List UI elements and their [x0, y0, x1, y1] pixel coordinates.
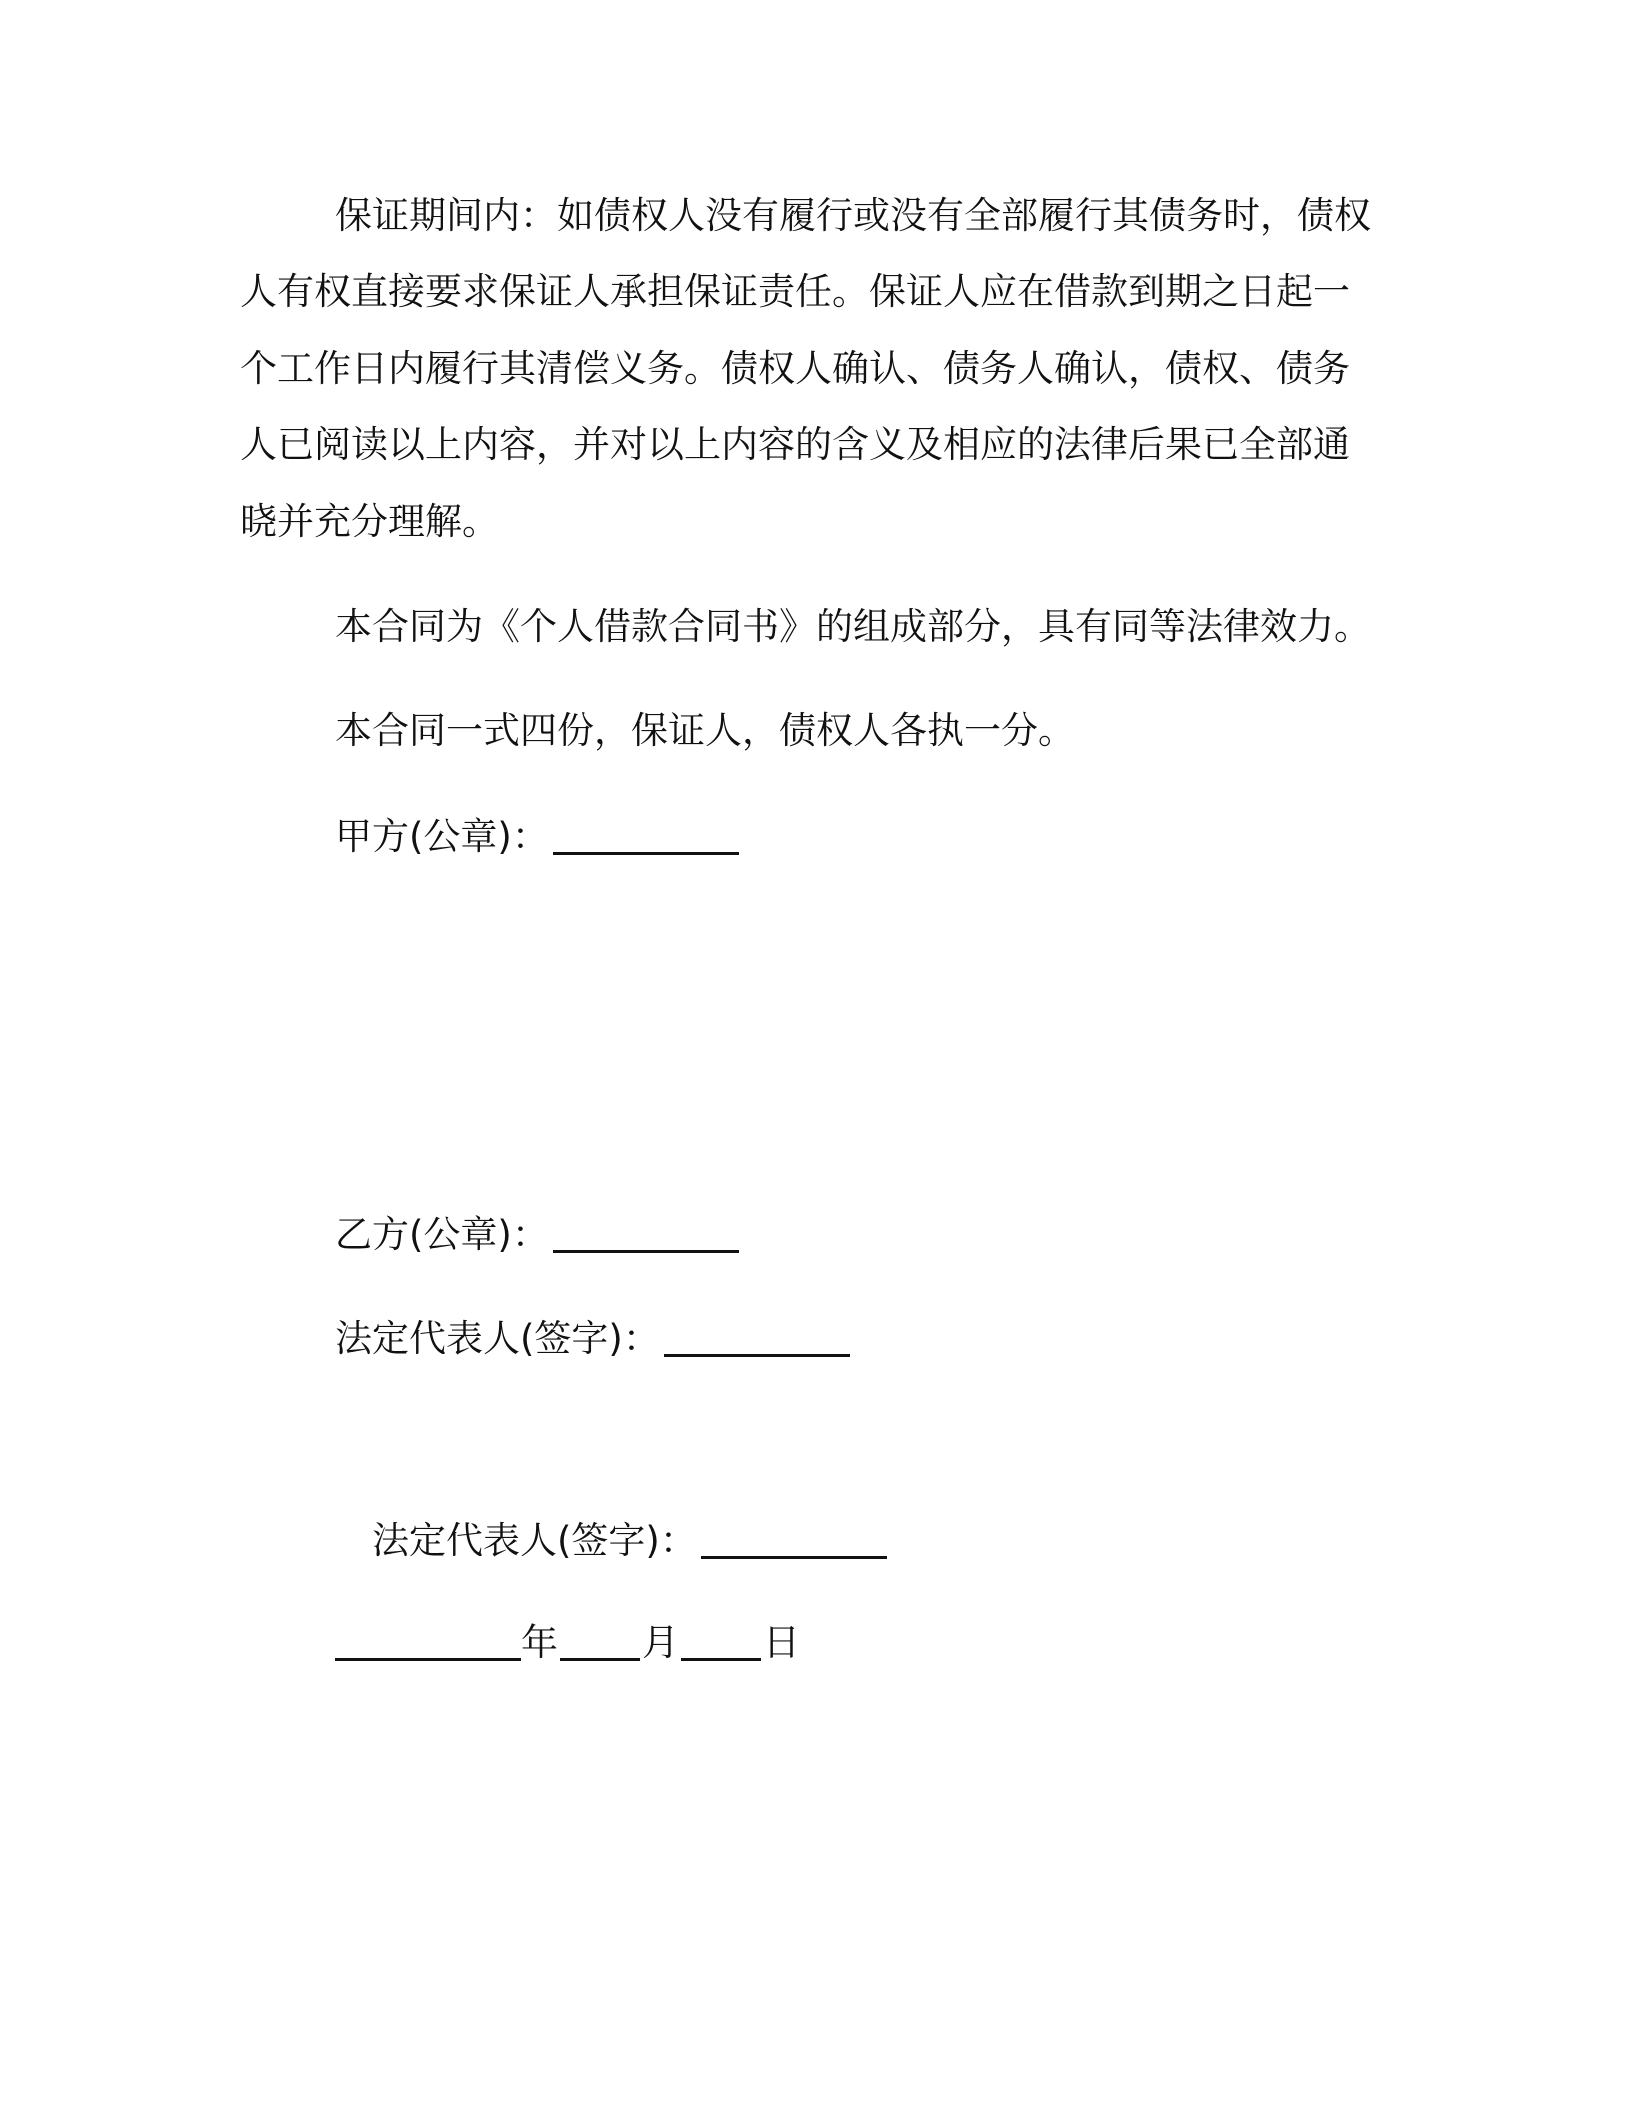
- paragraph-1-line-1: 保证期间内：如债权人没有履行或没有全部履行其债务时，债权: [335, 194, 1371, 237]
- date-year-blank[interactable]: [335, 1622, 521, 1661]
- legal-rep-1-label: 法定代表人(签字)：: [335, 1317, 660, 1360]
- paragraph-3: 本合同一式四份，保证人，债权人各执一分。: [335, 709, 1075, 752]
- party-a-label: 甲方(公章)：: [335, 815, 549, 858]
- legal-rep-1-signature-blank[interactable]: [664, 1318, 850, 1357]
- party-b-seal-blank[interactable]: [553, 1214, 739, 1253]
- date-year-label: 年: [521, 1621, 558, 1664]
- party-b-line: [335, 1213, 739, 1256]
- paragraph-2: 本合同为《个人借款合同书》的组成部分，具有同等法律效力。: [335, 605, 1371, 648]
- party-a-line: [335, 815, 739, 858]
- paragraph-1-line-5: 晓并充分理解。: [240, 500, 499, 543]
- legal-rep-2-label: 法定代表人(签字)：: [372, 1519, 697, 1562]
- date-day-blank[interactable]: [681, 1622, 761, 1661]
- legal-rep-1-line: [335, 1317, 850, 1360]
- legal-rep-2-line: [372, 1519, 887, 1562]
- party-a-seal-blank[interactable]: [553, 816, 739, 855]
- date-month-blank[interactable]: [560, 1622, 640, 1661]
- date-line: [335, 1621, 800, 1664]
- paragraph-1-line-4: 人已阅读以上内容，并对以上内容的含义及相应的法律后果已全部通: [240, 423, 1350, 466]
- date-day-label: 日: [763, 1621, 800, 1664]
- legal-rep-2-signature-blank[interactable]: [701, 1520, 887, 1559]
- paragraph-1-line-2: 人有权直接要求保证人承担保证责任。保证人应在借款到期之日起一: [240, 270, 1350, 313]
- party-b-label: 乙方(公章)：: [335, 1213, 549, 1256]
- date-month-label: 月: [642, 1621, 679, 1664]
- paragraph-1-line-3: 个工作日内履行其清偿义务。债权人确认、债务人确认，债权、债务: [240, 347, 1350, 390]
